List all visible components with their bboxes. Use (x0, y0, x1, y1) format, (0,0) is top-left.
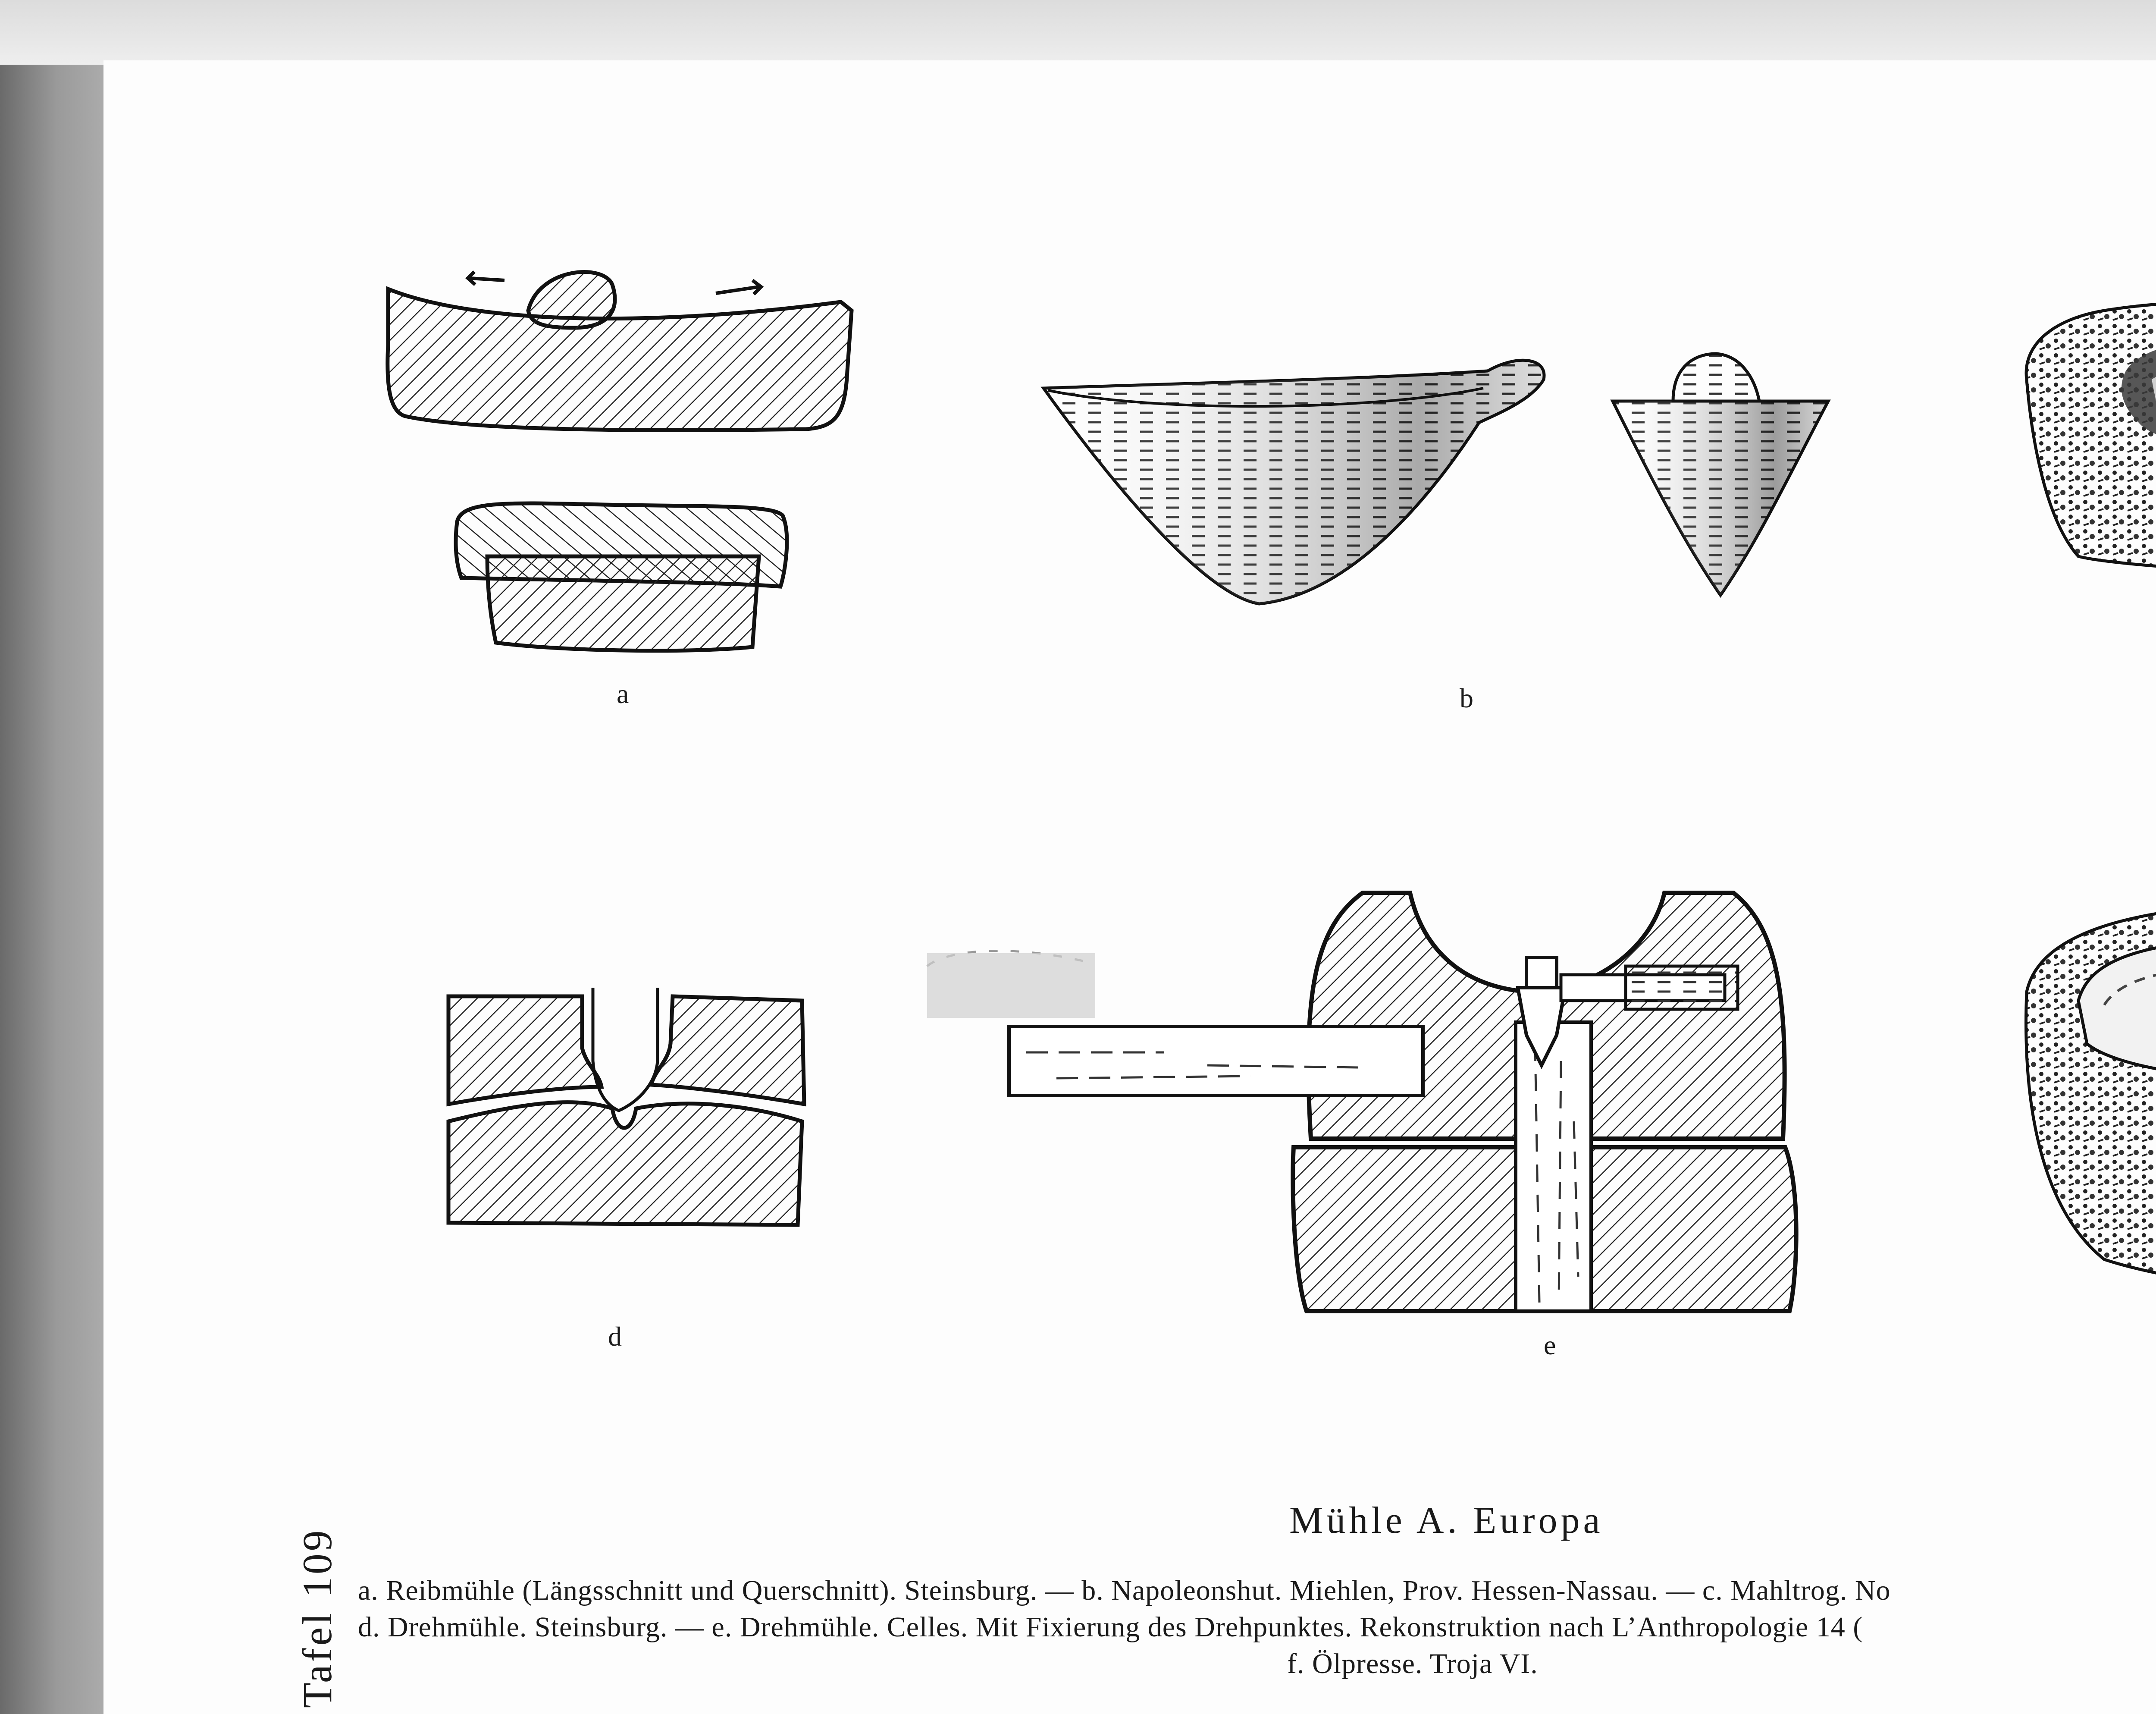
figure-b (1044, 354, 1828, 604)
figure-label-a: a (617, 678, 629, 709)
figure-label-b: b (1460, 683, 1473, 713)
figure-label-d: d (608, 1321, 622, 1352)
figure-d (448, 988, 804, 1225)
caption-line-2: d. Drehmühle. Steinsburg. — e. Drehmühle. Celles. Mit Fixierung des Drehpunktes. Rekonstruktion nach L’Anthropologie 14 ( (358, 1611, 1863, 1643)
figure-a (388, 272, 852, 651)
figure-label-e: e (1544, 1330, 1556, 1360)
plate-title: Mühle A. Europa (1289, 1500, 1604, 1541)
plate-number: Tafel 109 (294, 1528, 340, 1708)
figure-e (927, 893, 1796, 1311)
caption-line-3: f. Ölpresse. Troja VI. (1287, 1648, 1538, 1679)
figure-f (2026, 901, 2156, 1294)
caption-line-1: a. Reibmühle (Längsschnitt und Querschnitt). Steinsburg. — b. Napoleonshut. Miehlen, Prov. Hessen-Nassau. — c. Mahltrog. No (358, 1575, 1891, 1606)
figure-c (2026, 224, 2156, 574)
